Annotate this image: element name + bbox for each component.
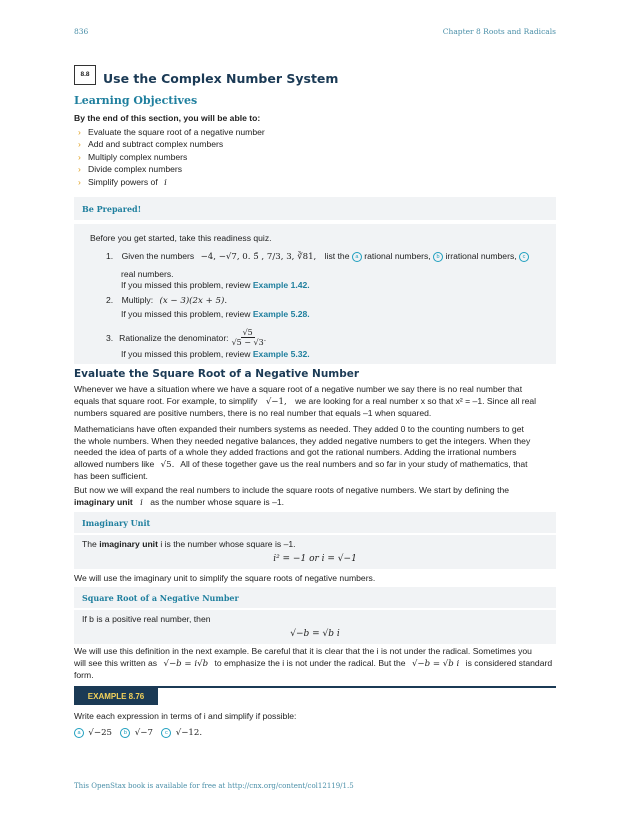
quiz-question-3: 3. Rationalize the denominator: √5 √5 − √3 . (106, 328, 267, 347)
quiz-q2-review: If you missed this problem, review Example 5.28. (121, 309, 310, 319)
section-number-badge: 8.8 (74, 65, 96, 85)
imaginary-unit-header (74, 512, 556, 533)
sqrt-negative-formula: √−b = √b i (290, 629, 340, 639)
option-a-marker: a (352, 252, 362, 262)
sqrt-negative-header (74, 587, 556, 608)
be-prepared-header (74, 197, 556, 220)
option-c-marker: c (519, 252, 529, 262)
paragraph-3: But now we will expand the real numbers to include the square roots of negative numbers. We start by defining the imaginary unit i as the number whose square is –1. (74, 485, 510, 508)
quiz-q1-continuation: real numbers. (121, 269, 174, 279)
imaginary-unit-title: Imaginary Unit (82, 518, 151, 528)
section-title: Use the Complex Number System (103, 71, 339, 86)
section-heading: Evaluate the Square Root of a Negative Number (74, 368, 360, 380)
objective-item: › Multiply complex numbers (78, 151, 188, 162)
fraction: √5 √5 − √3 (231, 328, 264, 347)
objectives-list (78, 126, 265, 189)
paragraph-1: Whenever we have a situation where we have a square root of a negative number we say there is no real number that equals that square root. For example, to simplify √−1, we are looking for a real number x so that x² = –1. Since all real numbers squared are positive numbers, there is no real number that equals –1 when squared. (74, 384, 537, 419)
example-link[interactable]: Example 5.32. (252, 349, 310, 359)
example-label: EXAMPLE 8.76 (74, 688, 158, 705)
footer-text: This OpenStax book is available for free at http://cnx.org/content/col12119/1.5 (74, 782, 354, 790)
example-link[interactable]: Example 5.28. (252, 309, 310, 319)
quiz-question-1: 1. Given the numbers −4, −√7, 0. 5̄ , 7/3, 3, ∛81, list the a rational numbers, b irrational numbers, c (106, 250, 529, 263)
imaginary-unit-formula: i² = −1 or i = √−1 (273, 554, 357, 564)
example-parts: a √−25 b √−7 c √−12. (74, 726, 208, 739)
example-link[interactable]: Example 1.42. (252, 280, 310, 290)
objectives-intro: By the end of this section, you will be able to: (74, 113, 261, 123)
bullet-icon: › (78, 176, 81, 187)
quiz-q1-review: If you missed this problem, review Example 1.42. (121, 280, 310, 290)
objective-item: › Evaluate the square root of a negative number (78, 127, 265, 137)
sqrt-negative-body (74, 610, 556, 644)
example-prompt: Write each expression in terms of i and simplify if possible: (74, 711, 297, 721)
bullet-icon: › (78, 127, 81, 137)
bullet-icon: › (78, 151, 81, 162)
be-prepared-intro: Before you get started, take this readiness quiz. (90, 233, 272, 243)
bullet-icon: › (78, 164, 81, 175)
quiz-q3-review: If you missed this problem, review Example 5.32. (121, 349, 310, 359)
chapter-title: Chapter 8 Roots and Radicals (442, 27, 556, 36)
part-a-marker: a (74, 728, 84, 738)
option-b-marker: b (433, 252, 443, 262)
imaginary-unit-definition: The imaginary unit i is the number whose square is –1. (82, 539, 296, 549)
be-prepared-body (74, 224, 556, 364)
page-number: 836 (74, 27, 89, 36)
use-imaginary-text: We will use the imaginary unit to simplify the square roots of negative numbers. (74, 573, 376, 583)
part-b-marker: b (120, 728, 130, 738)
be-prepared-title: Be Prepared! (82, 204, 142, 214)
paragraph-definition-use: We will use this definition in the next example. Be careful that it is clear that the i is not under the radical. Sometimes you will see this written as √−b = i√b to emphasize the i is not under the radical. But the √−b = √b i is considered standard form. (74, 646, 553, 681)
imaginary-unit-body (74, 535, 556, 569)
objective-item: › Add and subtract complex numbers (78, 139, 224, 150)
paragraph-2: Mathematicians have often expanded their numbers systems as needed. They added 0 to the counting numbers to get the whole numbers. When they needed negative balances, they added negative numbers to get the integers. When they needed the idea of parts of a whole they added fractions and got the rational numbers. Adding the irrational numbers allowed numbers like √5. All of these together gave us the real numbers and so far in your study of mathematics, that has been sufficient. (74, 424, 531, 482)
quiz-question-2: 2. Multiply: (x − 3)(2x + 5). (106, 295, 228, 306)
sqrt-negative-title: Square Root of a Negative Number (82, 593, 239, 603)
objective-item: › Simplify powers of i (78, 176, 167, 188)
bullet-icon: › (78, 139, 81, 150)
part-c-marker: c (161, 728, 171, 738)
objective-item: › Divide complex numbers (78, 164, 183, 175)
sqrt-negative-text: If b is a positive real number, then (82, 614, 211, 624)
learning-objectives-heading: Learning Objectives (74, 94, 198, 107)
